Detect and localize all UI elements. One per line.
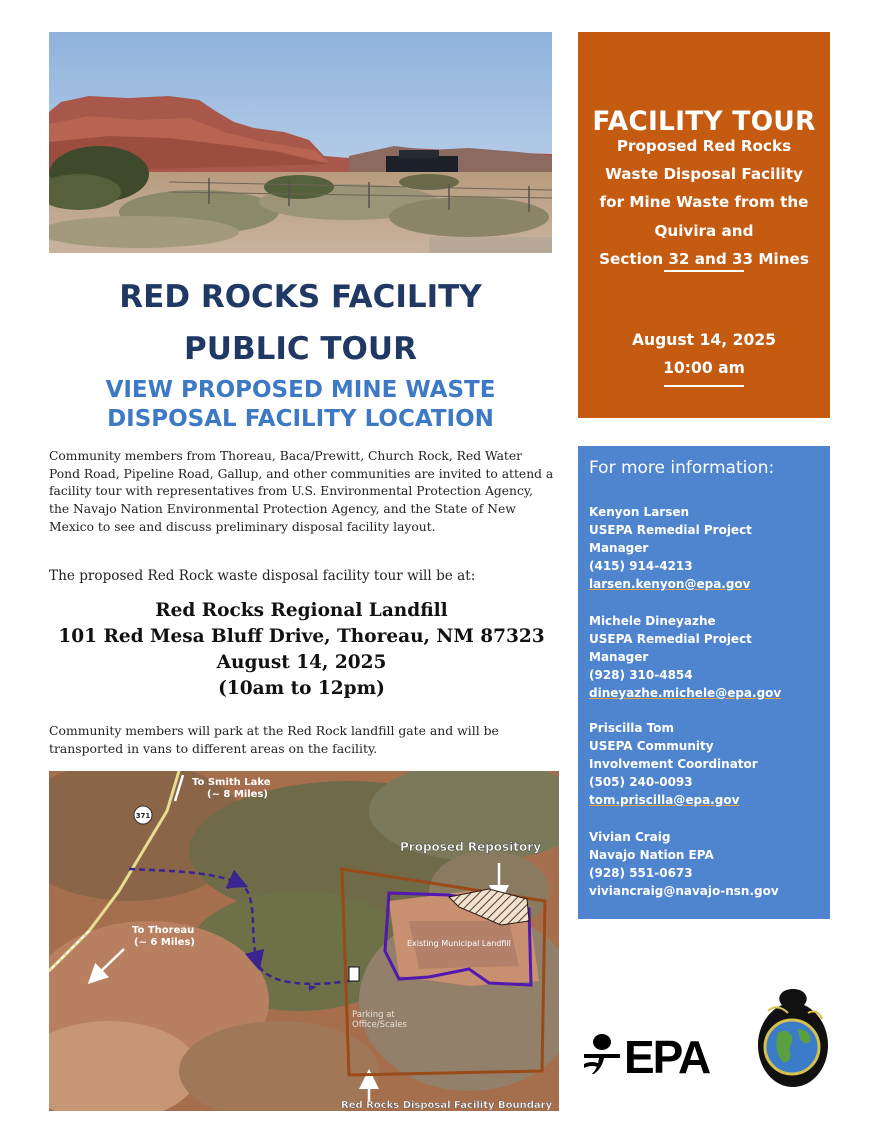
contact-card bbox=[589, 828, 827, 900]
map-label-smith-lake-distance: (~ 8 Miles) bbox=[207, 789, 268, 800]
facility-tour-line-3: for Mine Waste from the bbox=[599, 193, 809, 212]
contact-title: USEPA Remedial Project bbox=[589, 523, 752, 537]
contact-name: Kenyon Larsen bbox=[589, 505, 690, 519]
facility-tour-line-1: Proposed Red Rocks bbox=[616, 137, 792, 155]
contact-info-box bbox=[578, 446, 830, 919]
epa-logo bbox=[582, 1028, 722, 1078]
contact-email-link[interactable]: tom.priscilla@epa.gov bbox=[589, 793, 740, 807]
tour-date: August 14, 2025 bbox=[216, 652, 387, 673]
facility-tour-description bbox=[578, 132, 830, 273]
map-label-proposed-repository: Proposed Repository bbox=[400, 840, 542, 854]
facility-tour-date: August 14, 2025 bbox=[631, 331, 777, 349]
contact-phone: (415) 914-4213 bbox=[589, 559, 693, 573]
contact-email-link[interactable]: dineyazhe.michele@epa.gov bbox=[589, 686, 782, 700]
facility-tour-title: FACILITY TOUR bbox=[592, 106, 816, 137]
contact-card bbox=[589, 612, 827, 702]
page-title-line-2: PUBLIC TOUR bbox=[184, 331, 417, 367]
contact-title: USEPA Remedial Project bbox=[589, 632, 752, 646]
venue-name: Red Rocks Regional Landfill bbox=[155, 600, 448, 621]
contact-email-link[interactable]: larsen.kenyon@epa.gov bbox=[589, 577, 751, 591]
contact-title: Manager bbox=[589, 650, 649, 664]
facility-map bbox=[49, 771, 559, 1111]
contact-phone: (505) 240-0093 bbox=[589, 775, 693, 789]
page-title-line-1: RED ROCKS FACILITY bbox=[119, 279, 482, 315]
map-label-thoreau: To Thoreau bbox=[132, 925, 195, 936]
parking-paragraph: Community members will park at the Red Rock landfill gate and will be transported in vans to different areas on the facility. bbox=[49, 723, 499, 756]
epa-wordmark: EPA bbox=[624, 1031, 710, 1078]
map-label-parking-1: Parking at bbox=[352, 1010, 395, 1020]
subtitle-line-1: VIEW PROPOSED MINE WASTE bbox=[105, 377, 496, 403]
divider bbox=[664, 270, 744, 272]
map-label-parking-2: Office/Scales bbox=[352, 1020, 407, 1030]
contact-title: Manager bbox=[589, 541, 649, 555]
tour-address-block bbox=[49, 598, 554, 702]
street-address: 101 Red Mesa Bluff Drive, Thoreau, NM 87323 bbox=[58, 626, 545, 647]
epa-flower-icon bbox=[584, 1034, 620, 1074]
facility-tour-datetime bbox=[578, 326, 830, 382]
map-label-thoreau-distance: (~ 6 Miles) bbox=[134, 937, 195, 948]
facility-tour-line-5: Section 32 and 33 Mines bbox=[599, 249, 809, 268]
subtitle-line-2: DISPOSAL FACILITY LOCATION bbox=[107, 406, 494, 432]
map-label-existing-landfill: Existing Municipal Landfill bbox=[407, 939, 511, 948]
route-shield: 371 bbox=[135, 812, 151, 820]
intro-paragraph: Community members from Thoreau, Baca/Prewitt, Church Rock, Red Water Pond Road, Pipeline Road, Gallup, and other communities are invited to attend a facility tour with representatives from U.S. Environmental Protection Agency, the Navajo Nation Environmental Protection Agency, and the State of New Mexico to see and discuss preliminary disposal facility layout. bbox=[49, 449, 554, 534]
facility-tour-line-4: Quivira and bbox=[654, 221, 754, 240]
map-label-boundary: Red Rocks Disposal Facility Boundary bbox=[341, 1100, 553, 1111]
navajo-nation-epa-logo bbox=[748, 983, 838, 1093]
contact-title: Involvement Coordinator bbox=[589, 757, 758, 771]
contact-card bbox=[589, 719, 827, 809]
contact-name: Michele Dineyazhe bbox=[589, 614, 716, 628]
contact-phone: (928) 310-4854 bbox=[589, 668, 693, 682]
map-label-smith-lake: To Smith Lake bbox=[192, 777, 271, 788]
landscape-photo bbox=[49, 32, 552, 253]
tour-time: (10am to 12pm) bbox=[218, 678, 385, 699]
contact-heading: For more information: bbox=[589, 458, 775, 478]
facility-tour-box bbox=[578, 32, 830, 418]
contact-name: Vivian Craig bbox=[589, 830, 671, 844]
contact-phone: (928) 551-0673 bbox=[589, 866, 693, 880]
contact-name: Priscilla Tom bbox=[589, 721, 675, 735]
contact-card bbox=[589, 503, 827, 593]
facility-tour-line-2: Waste Disposal Facility bbox=[605, 165, 803, 184]
facility-tour-time: 10:00 am bbox=[663, 359, 745, 377]
contact-title: Navajo Nation EPA bbox=[589, 848, 714, 862]
tour-location-intro: The proposed Red Rock waste disposal facility tour will be at: bbox=[49, 568, 476, 584]
divider bbox=[664, 385, 744, 387]
contact-email[interactable]: viviancraig@navajo-nsn.gov bbox=[589, 884, 779, 898]
contact-title: USEPA Community bbox=[589, 739, 714, 753]
